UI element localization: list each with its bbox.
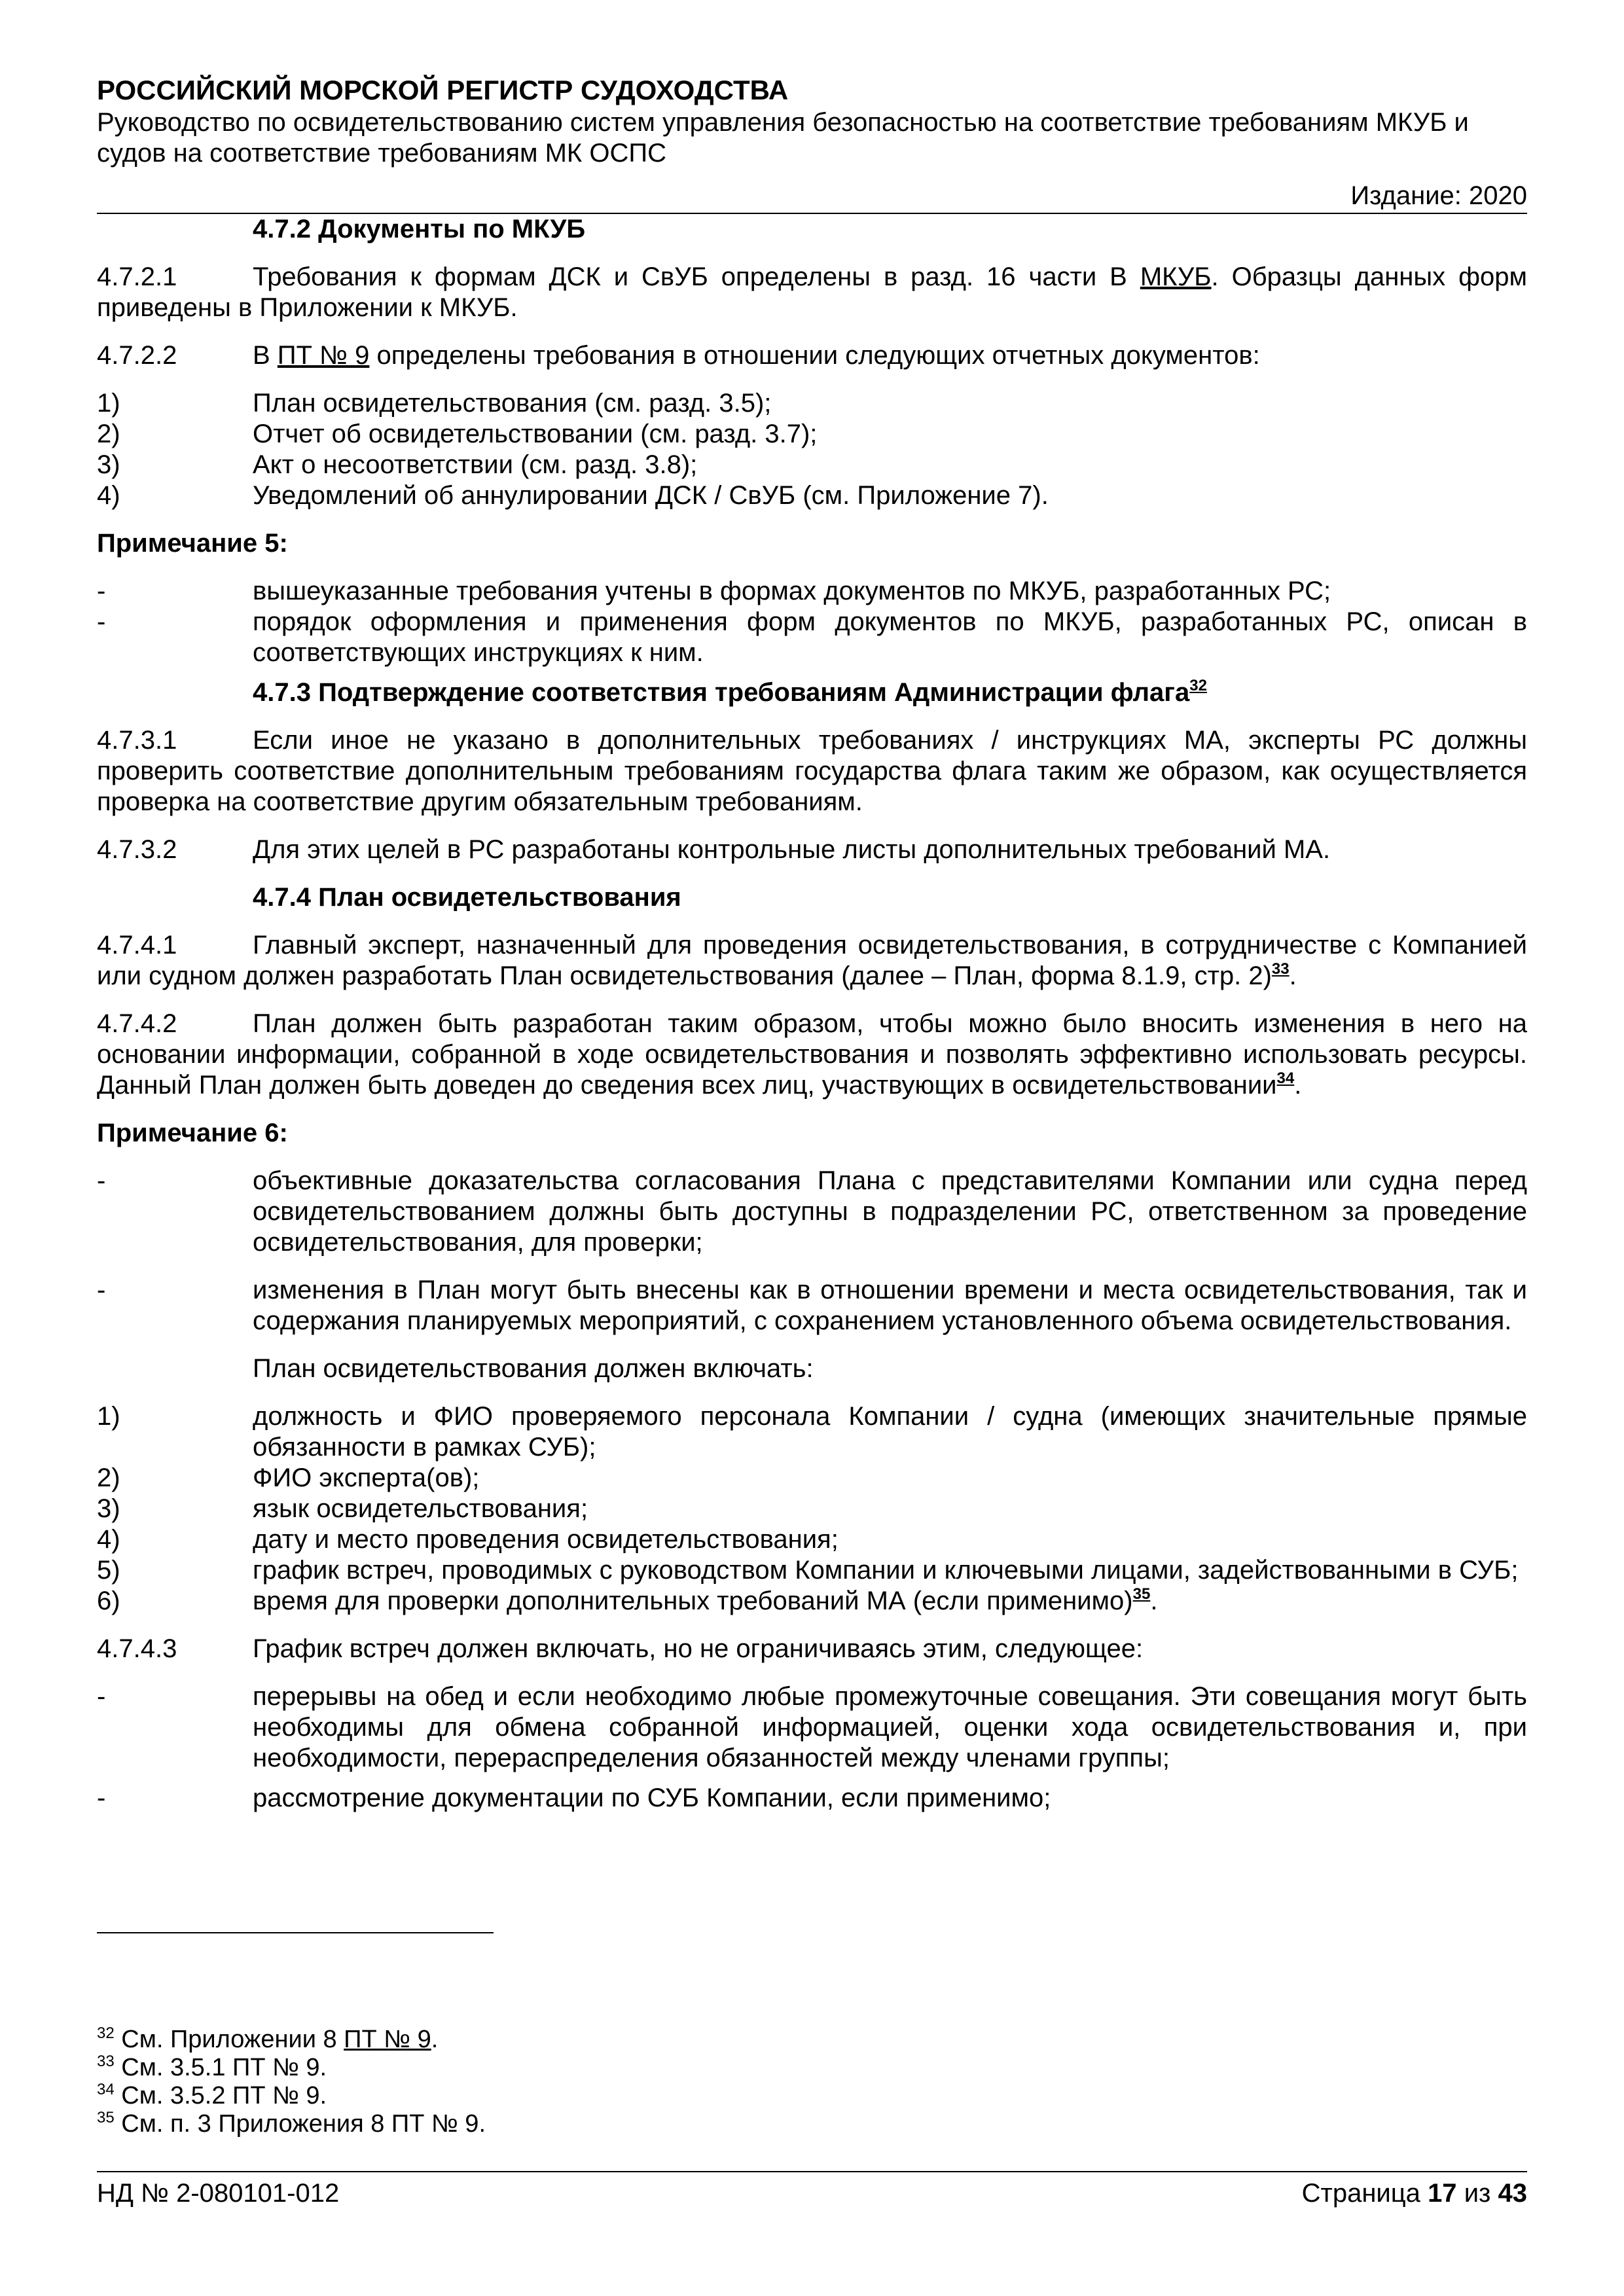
para-text: Если иное не указано в дополнительных требованиях / инструкциях МА, эксперты РС должны проверить соответствие дополнительным требованиям государства флага таким же образом, как осуществляется проверка на соответствие другим обязательным требованиям. (97, 726, 1527, 816)
para-text: Требования к формам ДСК и СвУБ определены в разд. 16 части В (253, 262, 1140, 291)
mkub-link[interactable]: МКУБ (1140, 262, 1212, 291)
para-4-7-3-2 (97, 834, 1527, 865)
report-documents-list (97, 388, 1527, 511)
para-number: 4.7.4.2 (97, 1009, 177, 1038)
note-5-title: Примечание 5: (97, 529, 288, 558)
footnote-ref-33[interactable]: 33 (1271, 960, 1290, 978)
list-item: - объективные доказательства согласования Плана с представителями Компании или судна перед освидетельствованием должны быть доступны в подразделении РС, ответственном за проведение освидетельствования, для проверки; (97, 1166, 1527, 1257)
list-item: - рассмотрение документации по СУБ Компании, если применимо; (97, 1784, 1051, 1812)
list-item: 4) дату и место проведения освидетельствования; (97, 1525, 839, 1554)
document-title: Руководство по освидетельствованию систем управления безопасностью на соответствие требованиям МКУБ и судов на соответствие требованиям МК ОСПС (97, 108, 1469, 168)
para-4-7-4-2: 4.7.4.2 План должен быть разработан таким образом, чтобы можно было вносить изменения в него на основании информации, собранной в ходе освидетельствования и позволять эффективно использовать ресурсы. Данный План должен быть доведен до сведения всех лиц, участвующих в освидетельствовании$^{34}$. (97, 1009, 1527, 1100)
para-text: В (253, 341, 278, 370)
para-4-7-3-1 (97, 725, 1527, 817)
list-item: 1) План освидетельствования (см. разд. 3.5); (97, 389, 772, 418)
page-indicator: Страница 17 из 43 (1301, 2179, 1527, 2208)
para-4-7-2-1 (97, 262, 1527, 323)
para-number: 4.7.4.1 (97, 931, 177, 960)
list-item: 1) должность и ФИО проверяемого персонала Компании / судна (имеющих значительные прямые обязанности в рамках СУБ); (97, 1402, 1527, 1462)
list-item: - изменения в План могут быть внесены как в отношении времени и места освидетельствования, так и содержания планируемых мероприятий, с сохранением установленного объема освидетельствования. (97, 1276, 1527, 1335)
para-number: 4.7.3.1 (97, 726, 177, 755)
edition: Издание: 2020 (1350, 181, 1527, 210)
para-text: Главный эксперт, назначенный для проведения освидетельствования, в сотрудничестве с Компанией или судном должен разработать План освидетельствования (далее – План, форма 8.1.9, стр. 2) (97, 931, 1527, 990)
plan-intro: План освидетельствования должен включать: (253, 1354, 814, 1383)
footnote-ref-34[interactable]: 34 (1276, 1069, 1295, 1087)
para-text: определены требования в отношении следующих отчетных документов: (369, 341, 1260, 370)
meeting-schedule-list (97, 1681, 1527, 1814)
note-6-title: Примечание 6: (97, 1119, 288, 1147)
para-number: 4.7.2.2 (97, 341, 177, 370)
footnotes (97, 2026, 1013, 2138)
list-item: 4) Уведомлений об аннулировании ДСК / СвУБ (см. Приложение 7). (97, 481, 1049, 510)
list-item: - перерывы на обед и если необходимо любые промежуточные совещания. Эти совещания могут быть необходимы для обмена собранной информацией, оценки хода освидетельствования и, при необходимости, перераспределения обязанностей между членами группы; (97, 1682, 1527, 1772)
footnote-ref-35[interactable]: 35 (1132, 1585, 1151, 1603)
footnote-separator (97, 1932, 494, 1933)
footnote-ref-32[interactable]: 32 (1189, 677, 1207, 694)
para-text: График встреч должен включать, но не ограничиваясь этим, следующее: (253, 1634, 1144, 1663)
pt9-link[interactable]: ПТ № 9 (344, 2026, 431, 2053)
para-number: 4.7.4.3 (97, 1634, 177, 1663)
note-5-list (97, 576, 1527, 668)
para-4-7-4-3 (97, 1634, 1527, 1664)
list-item: 3) язык освидетельствования; (97, 1494, 588, 1523)
section-heading-4-7-4: 4.7.4 План освидетельствования (253, 883, 681, 912)
note-6-list (97, 1166, 1527, 1336)
list-item: - вышеуказанные требования учтены в формах документов по МКУБ, разработанных РС; (97, 577, 1331, 605)
list-item: 2) ФИО эксперта(ов); (97, 1463, 480, 1492)
plan-items-list (97, 1401, 1527, 1617)
para-4-7-2-2 (97, 340, 1527, 371)
footnote-35: $^{35}$ См. п. 3 Приложения 8 ПТ № 9. (97, 2109, 486, 2138)
para-4-7-4-1: 4.7.4.1 Главный эксперт, назначенный для проведения освидетельствования, в сотрудничестве с Компанией или судном должен разработать План освидетельствования (далее – План, форма 8.1.9, стр. 2)$^{33}$. (97, 931, 1527, 990)
list-item: - порядок оформления и применения форм документов по МКУБ, разработанных РС, описан в соответствующих инструкциях к ним. (97, 607, 1527, 667)
para-text: . Образцы данных форм приведены в Приложении к МКУБ. (97, 262, 1527, 322)
footnote-33: $^{33}$ См. 3.5.1 ПТ № 9. (97, 2053, 327, 2081)
page-footer (97, 2178, 1527, 2209)
pt9-link[interactable]: ПТ № 9 (277, 341, 370, 370)
footnote-32: $^{32}$ См. Приложении 8 ПТ № 9. (97, 2024, 439, 2053)
page-body (97, 73, 1527, 1814)
footer-rule (97, 2171, 1527, 2172)
para-text: Для этих целей в РС разработаны контрольные листы дополнительных требований МА. (253, 835, 1331, 864)
para-number: 4.7.3.2 (97, 835, 177, 864)
list-item: 3) Акт о несоответствии (см. разд. 3.8); (97, 450, 698, 479)
list-item: 5) график встреч, проводимых с руководством Компании и ключевыми лицами, задействованными в СУБ; (97, 1556, 1519, 1585)
para-number: 4.7.2.1 (97, 262, 177, 291)
list-item: 2) Отчет об освидетельствовании (см. разд. 3.7); (97, 420, 818, 448)
section-heading-4-7-3: 4.7.3 Подтверждение соответствия требованиям Администрации флага$^{32}$ (253, 677, 1207, 707)
footnote-34: $^{34}$ См. 3.5.2 ПТ № 9. (97, 2081, 327, 2109)
list-item: 6) время для проверки дополнительных требований МА (если применимо)$^{35}$. (97, 1585, 1158, 1615)
org-name: РОССИЙСКИЙ МОРСКОЙ РЕГИСТР СУДОХОДСТВА (97, 75, 789, 105)
para-text: План должен быть разработан таким образом, чтобы можно было вносить изменения в него на основании информации, собранной в ходе освидетельствования и позволять эффективно использовать ресурсы. Данный План должен быть доведен до сведения всех лиц, участвующих в освидетельствовании (97, 1009, 1527, 1100)
section-heading-4-7-2: 4.7.2 Документы по МКУБ (253, 215, 586, 243)
document-number: НД № 2-080101-012 (97, 2179, 340, 2208)
